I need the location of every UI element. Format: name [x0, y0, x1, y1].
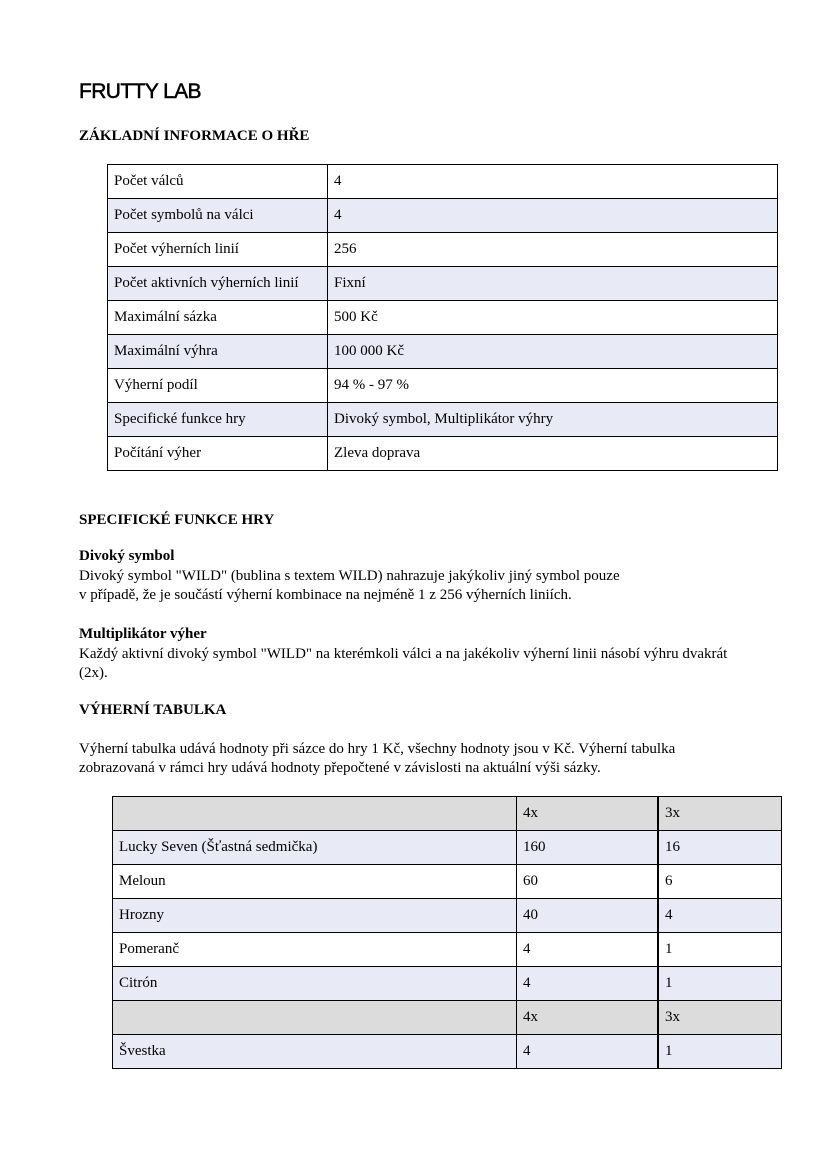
table-row — [108, 233, 778, 267]
special-features-heading: SPECIFICKÉ FUNKCE HRY — [79, 512, 275, 528]
wild-symbol-title: Divoký symbol — [79, 548, 175, 564]
multiplier-text: Každý aktivní divoký symbol "WILD" na kterémkoli válci a na jakékoliv výherní linii násobí výhru dvakrát (2x). — [79, 646, 728, 681]
symbol-name: Lucky Seven (Šťastná sedmička) — [113, 831, 517, 865]
table-row — [113, 933, 782, 967]
info-value: 500 Kč — [328, 301, 778, 335]
info-label: Počítání výher — [108, 437, 328, 471]
payout-3x: 1 — [658, 1035, 782, 1069]
table-row — [113, 899, 782, 933]
payout-4x: 160 — [517, 831, 659, 865]
table-row — [113, 967, 782, 1001]
payout-4x: 4x — [517, 797, 659, 831]
payout-3x: 4 — [658, 899, 782, 933]
paytable-header-row — [113, 1001, 782, 1035]
payout-4x: 60 — [517, 865, 659, 899]
payout-3x: 6 — [658, 865, 782, 899]
info-value: Divoký symbol, Multiplikátor výhry — [328, 403, 778, 437]
payout-3x: 3x — [658, 797, 782, 831]
info-label: Maximální sázka — [108, 301, 328, 335]
info-label: Počet válců — [108, 165, 328, 199]
symbol-name: Citrón — [113, 967, 517, 1001]
wild-symbol-line-2: v případě, že je součástí výherní kombinace na nejméně 1 z 256 výherních liniích. — [79, 587, 572, 603]
symbol-name — [113, 1001, 517, 1035]
info-label: Maximální výhra — [108, 335, 328, 369]
payout-4x: 4x — [517, 1001, 659, 1035]
info-value: Fixní — [328, 267, 778, 301]
paytable-intro-line-1: Výherní tabulka udává hodnoty při sázce do hry 1 Kč, všechny hodnoty jsou v Kč. Výherní tabulka — [79, 741, 676, 757]
table-row — [113, 1035, 782, 1069]
payout-4x: 4 — [517, 1035, 659, 1069]
table-row — [108, 403, 778, 437]
table-row — [108, 165, 778, 199]
info-value: 4 — [328, 165, 778, 199]
info-label: Výherní podíl — [108, 369, 328, 403]
info-label: Počet aktivních výherních linií — [108, 267, 328, 301]
table-row — [108, 301, 778, 335]
payout-4x: 4 — [517, 933, 659, 967]
symbol-name: Švestka — [113, 1035, 517, 1069]
paytable-table — [112, 796, 782, 1069]
table-row — [108, 335, 778, 369]
table-row — [113, 831, 782, 865]
table-row — [108, 199, 778, 233]
info-value: 94 % - 97 % — [328, 369, 778, 403]
paytable-heading: VÝHERNÍ TABULKA — [79, 702, 227, 718]
payout-3x: 1 — [658, 967, 782, 1001]
wild-symbol-line-1: Divoký symbol "WILD" (bublina s textem WILD) nahrazuje jakýkoliv jiný symbol pouze — [79, 568, 620, 584]
table-row — [108, 267, 778, 301]
symbol-name: Pomeranč — [113, 933, 517, 967]
table-row — [113, 865, 782, 899]
info-value: Zleva doprava — [328, 437, 778, 471]
multiplier-title: Multiplikátor výher — [79, 626, 207, 642]
payout-3x: 16 — [658, 831, 782, 865]
symbol-name: Meloun — [113, 865, 517, 899]
info-value: 256 — [328, 233, 778, 267]
payout-4x: 4 — [517, 967, 659, 1001]
info-label: Specifické funkce hry — [108, 403, 328, 437]
table-row — [108, 437, 778, 471]
basic-info-table — [107, 164, 778, 471]
basic-info-heading: ZÁKLADNÍ INFORMACE O HŘE — [79, 128, 310, 144]
info-value: 4 — [328, 199, 778, 233]
payout-4x: 40 — [517, 899, 659, 933]
symbol-name — [113, 797, 517, 831]
payout-3x: 3x — [658, 1001, 782, 1035]
info-label: Počet výherních linií — [108, 233, 328, 267]
paytable-header-row — [113, 797, 782, 831]
paytable-intro-line-2: zobrazovaná v rámci hry udává hodnoty přepočtené v závislosti na aktuální výši sázky. — [79, 760, 601, 776]
page-title: FRUTTY LAB — [79, 80, 201, 103]
table-row — [108, 369, 778, 403]
symbol-name: Hrozny — [113, 899, 517, 933]
payout-3x: 1 — [658, 933, 782, 967]
info-label: Počet symbolů na válci — [108, 199, 328, 233]
info-value: 100 000 Kč — [328, 335, 778, 369]
